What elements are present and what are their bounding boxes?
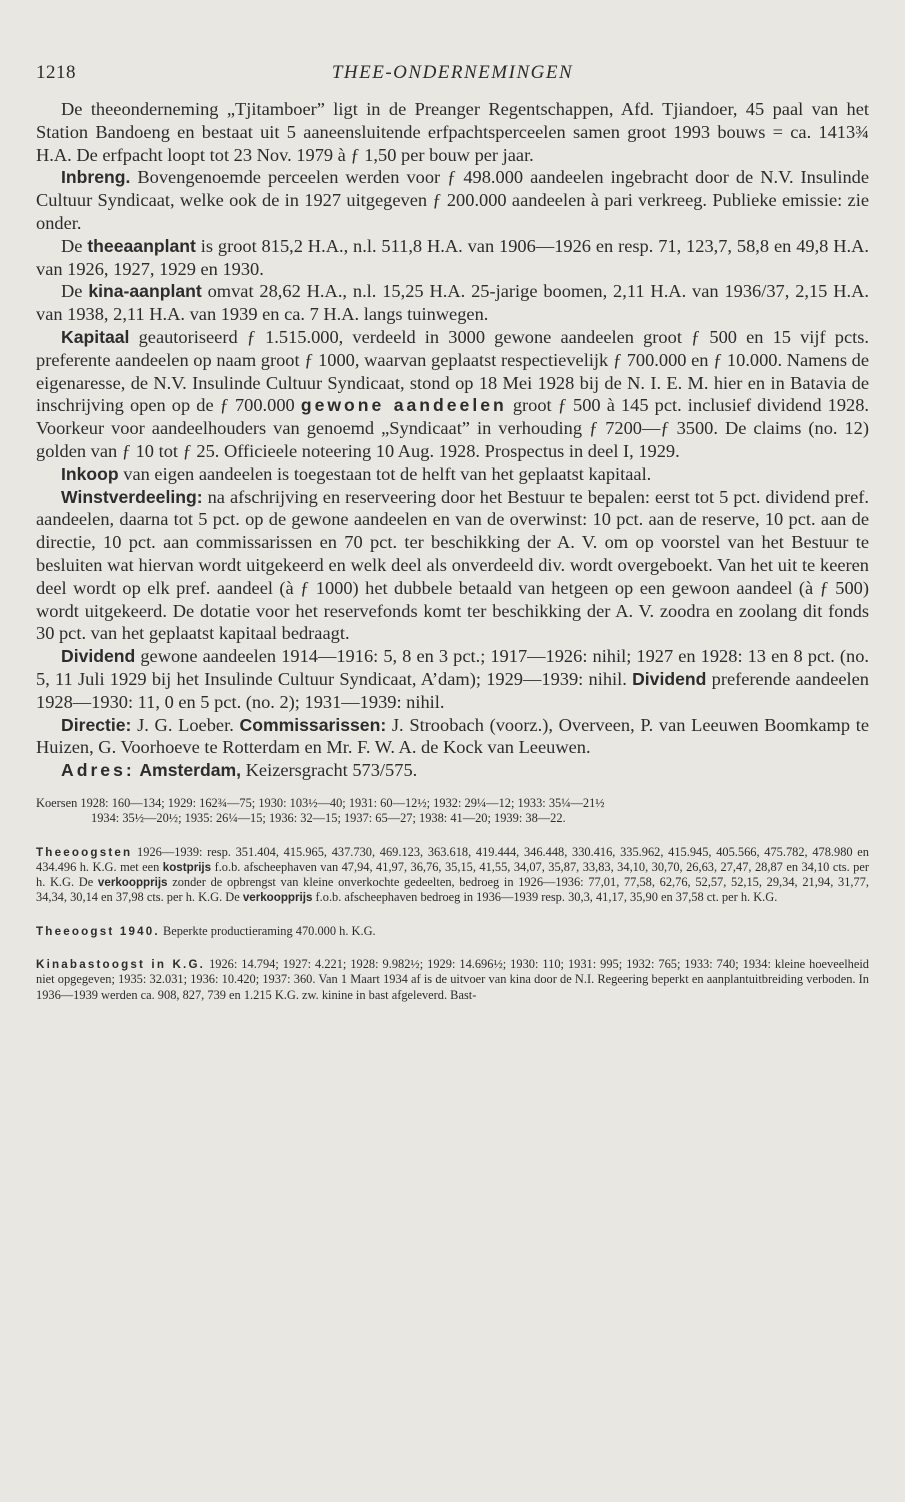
kostprijs-label: kostprijs <box>162 860 212 874</box>
verkoopprijs-label-1: verkoopprijs <box>97 876 168 890</box>
kina-aanplant-text: omvat 28,62 H.A., n.l. 15,25 H.A. 25-jarige boomen, 2,11 H.A. van 1936/37, 2,15 H.A. van 1938, 2,11 H.A. van 1939 en ca. 7 H.A. langs tuinwegen. <box>36 281 869 325</box>
dividend-text-2: preferende aandeelen 1928—1930: 11, 0 en 5 pct. (no. 2); 1931—1939: nihil. <box>36 668 869 712</box>
koersen-line-1: Koersen 1928: 160—134; 1929: 162¾—75; 1930: 103½—40; 1931: 60—12½; 1932: 29¼—12; 1933: 35¼—21½ <box>36 795 605 810</box>
kapitaal-text-1: geautoriseerd ƒ 1.515.000, verdeeld in 3000 gewone aandeelen groot ƒ 500 en 15 vijf pcts. preferente aandeelen op naam groot ƒ 1000, waarvan geplaatst respectievelijk ƒ 700.000 en ƒ 10.000. Namens de eigenaresse, de N.V. Insulinde Cultuur Syndicaat, stond op 18 Mei 1928 bij de N. I. E. M. hier en in Batavia de inschrijving open op de ƒ 700.000 <box>36 326 869 416</box>
koersen-block <box>36 796 869 827</box>
paragraph-winstverdeeling <box>36 486 869 646</box>
paragraph-dividend <box>36 645 869 713</box>
dividend-label-2: Dividend <box>632 668 707 689</box>
commissarissen-label: Commissarissen: <box>239 714 387 735</box>
theeoogst-1940-lead: Theeoogst 1940. <box>36 924 160 938</box>
running-title: THEE-ONDERNEMINGEN <box>331 62 574 83</box>
theeoogsten-lead: Theeoogsten <box>36 845 133 859</box>
winstverdeeling-text: na afschrijving en reserveering door het Bestuur te bepalen: eerst tot 5 pct. dividend pref. aandeelen, daarna tot 5 pct. op de gewone aandeelen en van de overwinst: 10 pct. aan de reserve, 10 pct. aan de directie, 10 pct. aan commissarissen en 70 pct. ter beschikking der A. V. om op voorstel van het Bestuur te besluiten wat hiervan wordt uitgekeerd en welk deel als onverdeeld div. wordt overgeboekt. Van het uit te keeren deel wordt op elk pref. aandeel (à ƒ 1000) het dubbele betaald van hetgeen op een gewoon aandeel (à ƒ 500) wordt uitgekeerd. De dotatie voor het reservefonds komt ter beschikking der A. V. zoodra en zoolang dit fonds 30 pct. van het geplaatst kapitaal bedraagt. <box>36 486 869 644</box>
paragraph-kapitaal <box>36 326 869 463</box>
theeaanplant-prefix: De <box>61 235 88 256</box>
theeaanplant-text: is groot 815,2 H.A., n.l. 511,8 H.A. van 1906—1926 en resp. 71, 123,7, 58,8 en 49,8 H.A. van 1926, 1927, 1929 en 1930. <box>36 235 870 279</box>
kapitaal-label: Kapitaal <box>61 326 130 347</box>
kapitaal-spaced-term: gewone aandeelen <box>300 395 507 416</box>
commissarissen-text: J. Stroobach (voorz.), Overveen, P. van Leeuwen Boomkamp te Huizen, G. Voorhoeve te Rotterdam en Mr. F. W. A. de Kock van Leeuwen. <box>36 714 870 758</box>
paragraph-directie <box>36 714 869 760</box>
kapitaal-text-2: groot ƒ 500 à 145 pct. inclusief dividend 1928. Voorkeur voor aandeelhouders van genoemd „Syndicaat” in verhouding ƒ 7200—ƒ 3500. De claims (no. 12) golden van ƒ 10 tot ƒ 25. Officieele noteering 10 Aug. 1928. Prospectus in deel I, 1929. <box>36 395 869 461</box>
theeoogsten-text-3: zonder de opbrengst van kleine onverkochte gedeelten, bedroeg in 1926—1936: 77,01, 77,58, 62,76, 52,57, 52,15, 29,34, 21,94, 31,77, 34,34, 30,14 en 37,98 cts. per h. K.G. De <box>36 875 869 905</box>
intro-text: De theeonderneming „Tjitamboer” ligt in de Preanger Regentschappen, Afd. Tjiandoer, 45 paal van het Station Bandoeng en bestaat uit 5 aaneensluitende erfpachtsperceelen samen groot 1993 bouws = ca. 1413¾ H.A. De erfpacht loopt tot 23 Nov. 1979 à ƒ 1,50 per bouw per jaar. <box>36 99 869 165</box>
paragraph-inbreng <box>36 166 869 234</box>
directie-text: J. G. Loeber. <box>131 714 240 735</box>
kinabastoogst-block <box>36 957 869 1003</box>
inbreng-label: Inbreng. <box>61 167 131 188</box>
main-text <box>36 98 869 782</box>
dividend-text-1: gewone aandeelen 1914—1916: 5, 8 en 3 pct.; 1917—1926: nihil; 1927 en 1928: 13 en 8 pct. (no. 5, 11 Juli 1929 bij het Insulinde Cultuur Syndicaat, A’dam); 1929—1939: nihil. <box>36 646 869 689</box>
kinabastoogst-text: 1926: 14.794; 1927: 4.221; 1928: 9.982½; 1929: 14.696½; 1930: 110; 1931: 995; 1932: 765; 1933: 740; 1934: kleine hoeveelheid niet opgegeven; 1935: 32.031; 1936: 10.420; 1937: 360. Van 1 Maart 1934 af is de uitvoer van kina door de N.I. Regeering beperkt en aanplantuitbreiding verboden. In 1936—1939 werden ca. 908, 827, 739 en 1.215 K.G. zw. kinine in bast afgeleverd. Bast- <box>36 956 870 1002</box>
page-header <box>36 62 869 96</box>
theeoogsten-text-1: 1926—1939: resp. 351.404, 415.965, 437.730, 469.123, 363.618, 419.444, 346.448, 330.416, 335.962, 415.945, 405.566, 475.782, 478.980 en 434.496 h. K.G. met een <box>36 844 869 874</box>
dividend-label: Dividend <box>61 646 136 667</box>
paragraph-inkoop <box>36 463 869 486</box>
koersen-line-2: 1934: 35½—20½; 1935: 26¼—15; 1936: 32—15; 1937: 65—27; 1938: 41—20; 1939: 38—22. <box>91 811 566 826</box>
theeoogsten-block <box>36 845 869 906</box>
paragraph-adres <box>36 759 869 782</box>
paragraph-kina-aanplant <box>36 280 869 326</box>
theeoogsten-text-4: f.o.b. afscheephaven bedroeg in 1936—1939 resp. 30,3, 41,17, 35,90 en 37,58 ct. per h. K.G. <box>312 890 778 905</box>
theeoogsten-text-2: f.o.b. afscheephaven van 47,94, 41,97, 36,76, 35,15, 41,55, 34,07, 35,87, 33,83, 34,10, 30,70, 26,63, 27,47, 28,87 en 34,10 cts. per h. K.G. De <box>36 859 869 890</box>
adres-label: Adres: <box>61 760 135 781</box>
inbreng-text: Bovengenoemde perceelen werden voor ƒ 498.000 aandeelen ingebracht door de N.V. Insulinde Cultuur Syndicaat, welke ook de in 1927 uitgegeven ƒ 200.000 aandeelen à pari verkreeg. Publieke emissie: zie onder. <box>36 167 869 233</box>
theeoogst-1940-text: Beperkte productieraming 470.000 h. K.G. <box>159 923 376 938</box>
verkoopprijs-label-2: verkoopprijs <box>242 891 313 905</box>
adres-text: Keizersgracht 573/575. <box>241 760 418 781</box>
theeaanplant-label: theeaanplant <box>87 235 196 256</box>
directie-label: Directie: <box>61 714 132 735</box>
kina-aanplant-label: kina-aanplant <box>88 281 202 302</box>
inkoop-label: Inkoop <box>61 463 119 484</box>
kina-aanplant-prefix: De <box>61 281 89 302</box>
theeoogst-1940-block <box>36 924 869 939</box>
winstverdeeling-label: Winstverdeeling: <box>61 486 203 507</box>
inkoop-text: van eigen aandeelen is toegestaan tot de helft van het geplaatst kapitaal. <box>118 463 652 484</box>
page-number: 1218 <box>36 62 76 83</box>
paragraph-intro <box>36 98 869 166</box>
paragraph-theeaanplant <box>36 235 869 281</box>
adres-city: Amsterdam, <box>139 760 242 781</box>
kinabastoogst-lead: Kinabastoogst in K.G. <box>36 957 206 971</box>
